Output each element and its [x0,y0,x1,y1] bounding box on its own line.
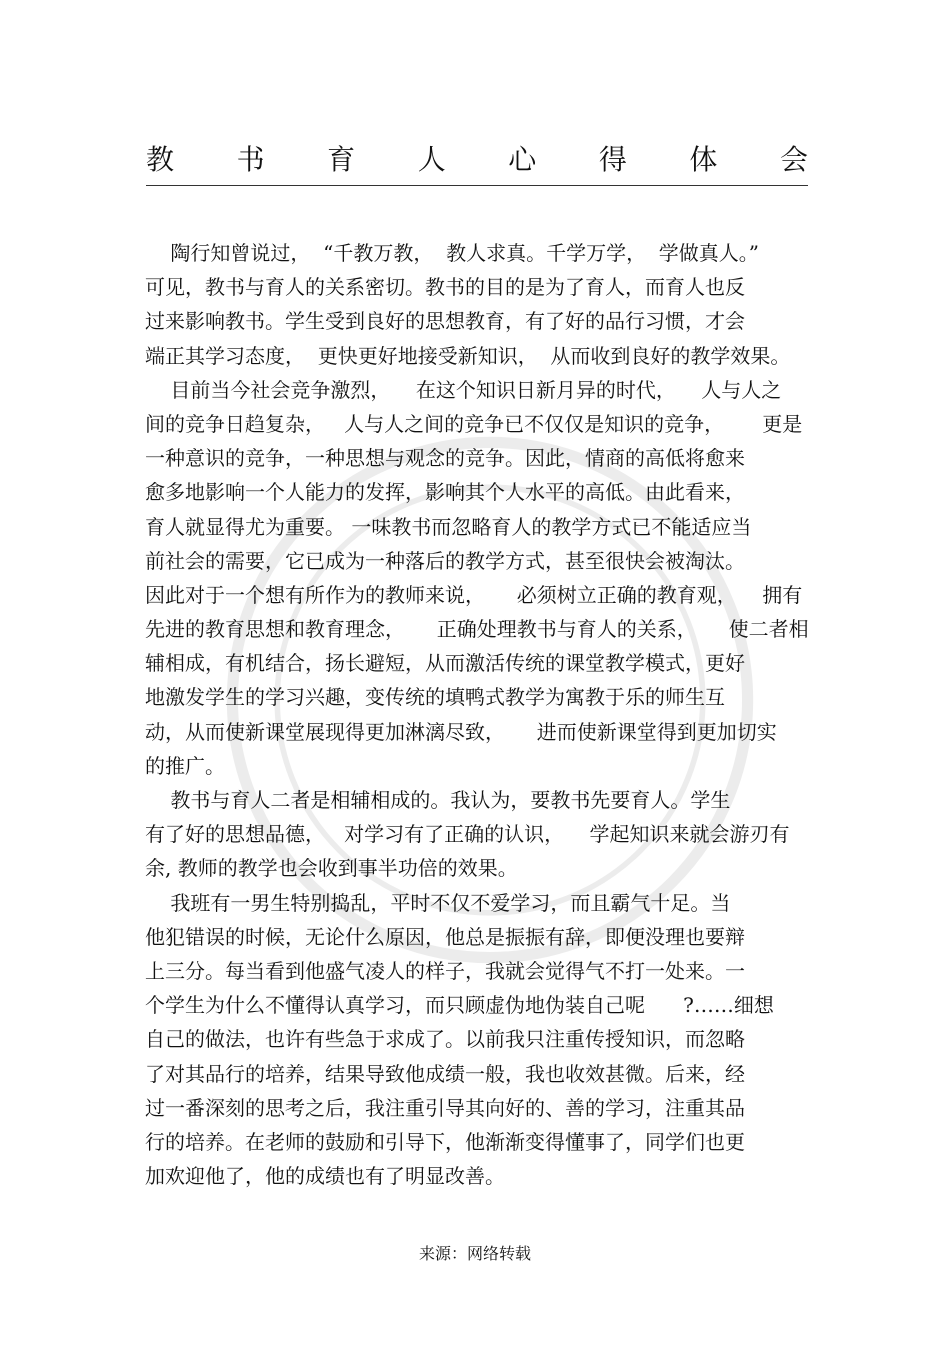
text-line: 一种意识的竞争，一种思想与观念的竞争。因此，情商的高低将愈来 [145,446,745,471]
title-char: 书 [236,143,265,176]
text-line: 因此对于一个想有所作为的教师来说， 必须树立正确的教育观， 拥有 [145,582,803,607]
title-underline [146,185,808,186]
text-line: 先进的教育思想和教育理念， 正确处理教书与育人的关系， 使二者相 [145,617,809,642]
text-line: 前社会的需要，它已成为一种落后的教学方式，甚至很快会被淘汰。 [145,548,745,573]
text-line: 过一番深刻的思考之后，我注重引导其向好的、善的学习，注重其品 [145,1095,745,1120]
text-line: 加欢迎他了，他的成绩也有了明显改善。 [145,1164,505,1189]
text-line: 上三分。每当看到他盛气凌人的样子，我就会觉得气不打一处来。一 [145,958,745,983]
text-line: 行的培养。在老师的鼓励和引导下，他渐渐变得懂事了，同学们也更 [145,1129,745,1154]
text-line: 有了好的思想品德， 对学习有了正确的认识， 学起知识来就会游刃有 [145,822,790,847]
text-line: 端正其学习态度， 更快更好地接受新知识， 从而收到良好的教学效果。 [145,343,791,368]
document-title [146,140,808,180]
text-line: 个学生为什么不懂得认真学习，而只顾虚伪地伪装自己呢 ?……细想 [145,993,774,1018]
text-line: 的推广。 [145,753,225,778]
text-line: 育人就显得尤为重要。 一味教书而忽略育人的教学方式已不能适应当 [145,514,752,539]
title-char: 体 [689,143,718,176]
text-line: 过来影响教书。学生受到良好的思想教育，有了好的品行习惯，才会 [145,309,745,334]
text-line: 目前当今社会竞争激烈， 在这个知识日新月异的时代， 人与人之 [145,377,782,402]
text-line: 辅相成，有机结合，扬长避短，从而激活传统的课堂教学模式，更好 [145,651,745,676]
text-line: 陶行知曾说过， “千教万教， 教人求真。千学万学， 学做真人。” [145,241,760,265]
text-line: 地激发学生的学习兴趣，变传统的填鸭式教学为寓教于乐的师生互 [145,685,725,710]
text-line: 自己的做法，也许有些急于求成了。以前我只注重传授知识，而忽略 [145,1027,745,1052]
text-line: 他犯错误的时候，无论什么原因，他总是振振有辞，即便没理也要辩 [145,924,745,949]
text-line: 了对其品行的培养，结果导致他成绩一般，我也收效甚微。后来，经 [145,1061,745,1086]
article-body [145,236,815,1193]
title-char: 教 [146,143,175,176]
title-char: 心 [508,143,537,176]
text-line: 余, 教师的教学也会收到事半功倍的效果。 [145,856,518,881]
title-char: 人 [417,143,446,176]
text-line: 我班有一男生特别捣乱，平时不仅不爱学习，而且霸气十足。当 [145,890,731,915]
title-char: 会 [779,143,808,176]
text-line: 动，从而使新课堂展现得更加淋漓尽致， 进而使新课堂得到更加切实 [145,719,777,744]
text-line: 可见，教书与育人的关系密切。教书的目的是为了育人，而育人也反 [145,275,745,300]
text-line: 间的竞争日趋复杂， 人与人之间的竞争已不仅仅是知识的竞争， 更是 [145,411,803,436]
text-line: 教书与育人二者是相辅相成的。我认为，要教书先要育人。学生 [145,788,731,812]
text-line: 愈多地影响一个人能力的发挥，影响其个人水平的高低。由此看来， [145,480,745,505]
source-footer: 来源：网络转载 [418,1244,531,1263]
title-char: 得 [598,143,627,176]
title-char: 育 [327,143,356,176]
